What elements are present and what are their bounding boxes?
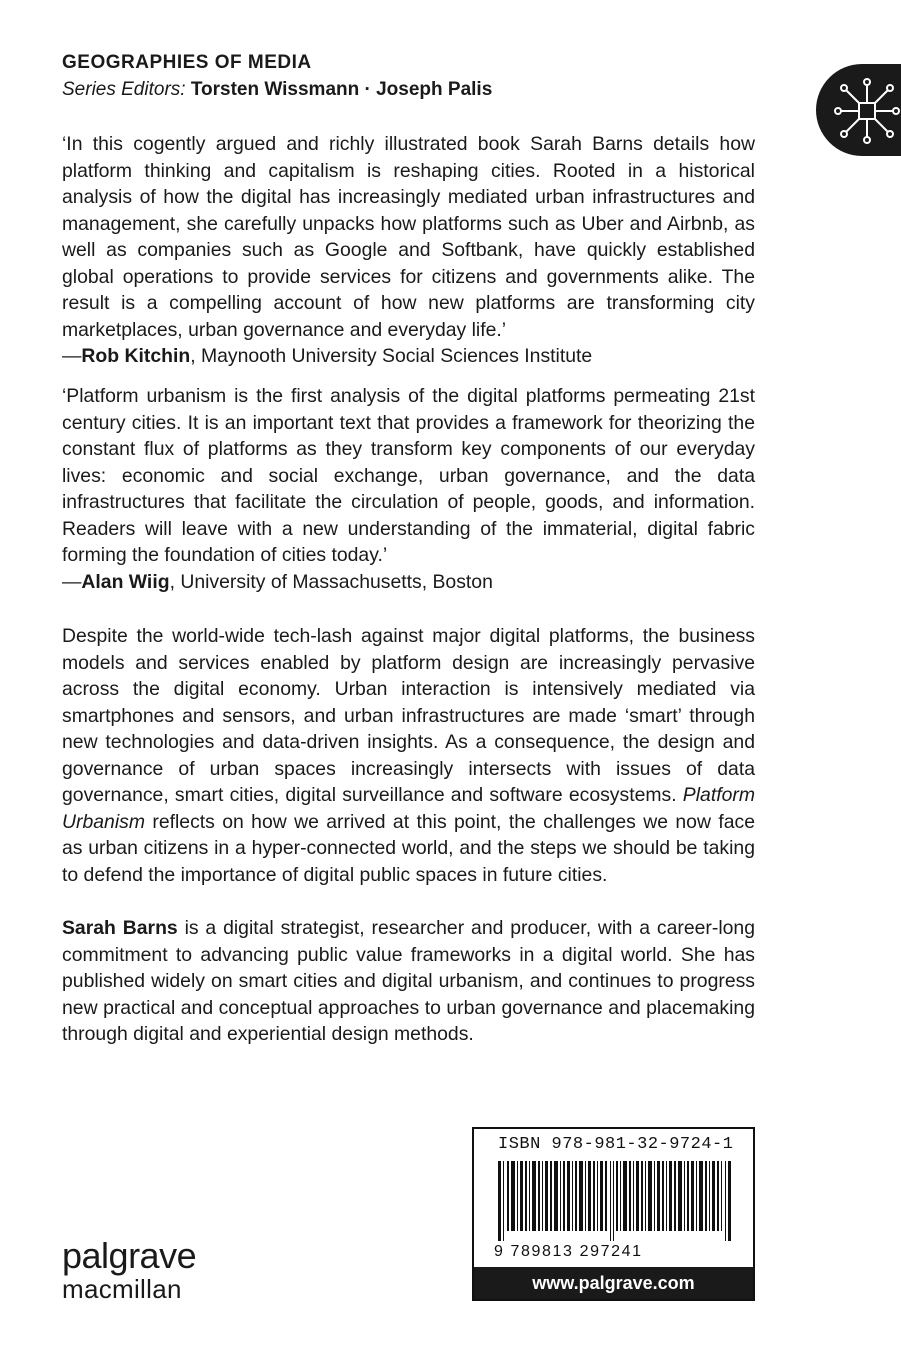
endorsement-affiliation: , Maynooth University Social Sciences Institute [190,345,593,367]
description-book-title: Platform Urbanism [62,784,755,833]
series-editors-names: Torsten Wissmann · Joseph Palis [190,79,493,100]
bio-author-name: Sarah Barns [62,917,178,939]
isbn-barcode-box [472,1127,755,1301]
description-part-1: Despite the world-wide tech-lash against major digital platforms, the business models and services enabled by platform design are increasingly pervasive across the digital economy. Urban interaction is intensively mediated via smartphones and sensors, and urban infrastructures are made ‘smart’ through new technologies and data-driven insights. As a consequence, the design and governance of urban spaces increasingly intersects with issues of data governance, smart cities, digital surveillance and software ecosystems. [62,625,755,806]
series-title: GEOGRAPHIES OF MEDIA [62,52,312,73]
book-description [62,623,755,888]
endorsement-affiliation: , University of Massachusetts, Boston [169,570,493,593]
publisher-logo-line-2: macmillan [62,1274,182,1304]
author-bio [62,915,755,1048]
description-part-2: reflects on how we arrived at this point, the challenges we now face as urban citizens in a hyper-connected world, and the steps we should be taking to defend the importance of digital public spaces in future cities. [62,810,755,886]
endorsement-attribution [62,569,755,596]
publisher-url: www.palgrave.com [474,1267,753,1299]
attribution-dash: — [62,345,82,367]
circuit-node-icon [832,76,901,146]
endorsement-author: Rob Kitchin [81,345,191,367]
barcode-icon [498,1161,732,1241]
endorsement-quote: ‘Platform urbanism is the first analysis of the digital platforms permeating 21st century cities. It is an important text that provides a framework for theorizing the constant flux of platforms as they transform key components of our everyday lives: economic and social exchange, urban governance, and the data infrastructures that facilitate the circulation of people, goods, and information. Readers will leave with a new understanding of the immaterial, digital fabric forming the foundation of cities today.’ [62,385,755,566]
endorsement-author: Alan Wiig [81,570,170,593]
series-badge [816,64,901,156]
endorsement-quote: ‘In this cogently argued and richly illustrated book Sarah Barns details how platform thinking and capitalism is reshaping cities. Rooted in a historical analysis of how the digital has increasingly mediated urban infrastructures and management, she carefully unpacks how platforms such as Uber and Airbnb, as well as companies such as Google and Softbank, have quickly established global operations to provide services for citizens and governments alike. The result is a compelling account of how new platforms are transforming city marketplaces, urban governance and everyday life.’ [62,133,755,341]
barcode-digits: 9 789813 297241 [494,1243,643,1260]
endorsement-2 [62,383,755,595]
series-editors-label: Series Editors: [62,79,186,100]
endorsement-1 [62,131,755,370]
publisher-logo [62,1235,197,1304]
publisher-logo-line-1: palgrave [62,1235,197,1276]
description-text [62,623,755,888]
endorsement-attribution [62,343,755,370]
isbn-label: ISBN 978-981-32-9724-1 [498,1135,734,1154]
series-editors [62,79,492,101]
bio-body: is a digital strategist, researcher and producer, with a career-long commitment to advancing public value frameworks in a digital world. She has published widely on smart cities and digital urbanism, and continues to progress new practical and conceptual approaches to urban governance and placemaking through digital and experiential design methods. [62,917,755,1045]
bio-text [62,915,755,1048]
attribution-dash: — [62,570,82,593]
